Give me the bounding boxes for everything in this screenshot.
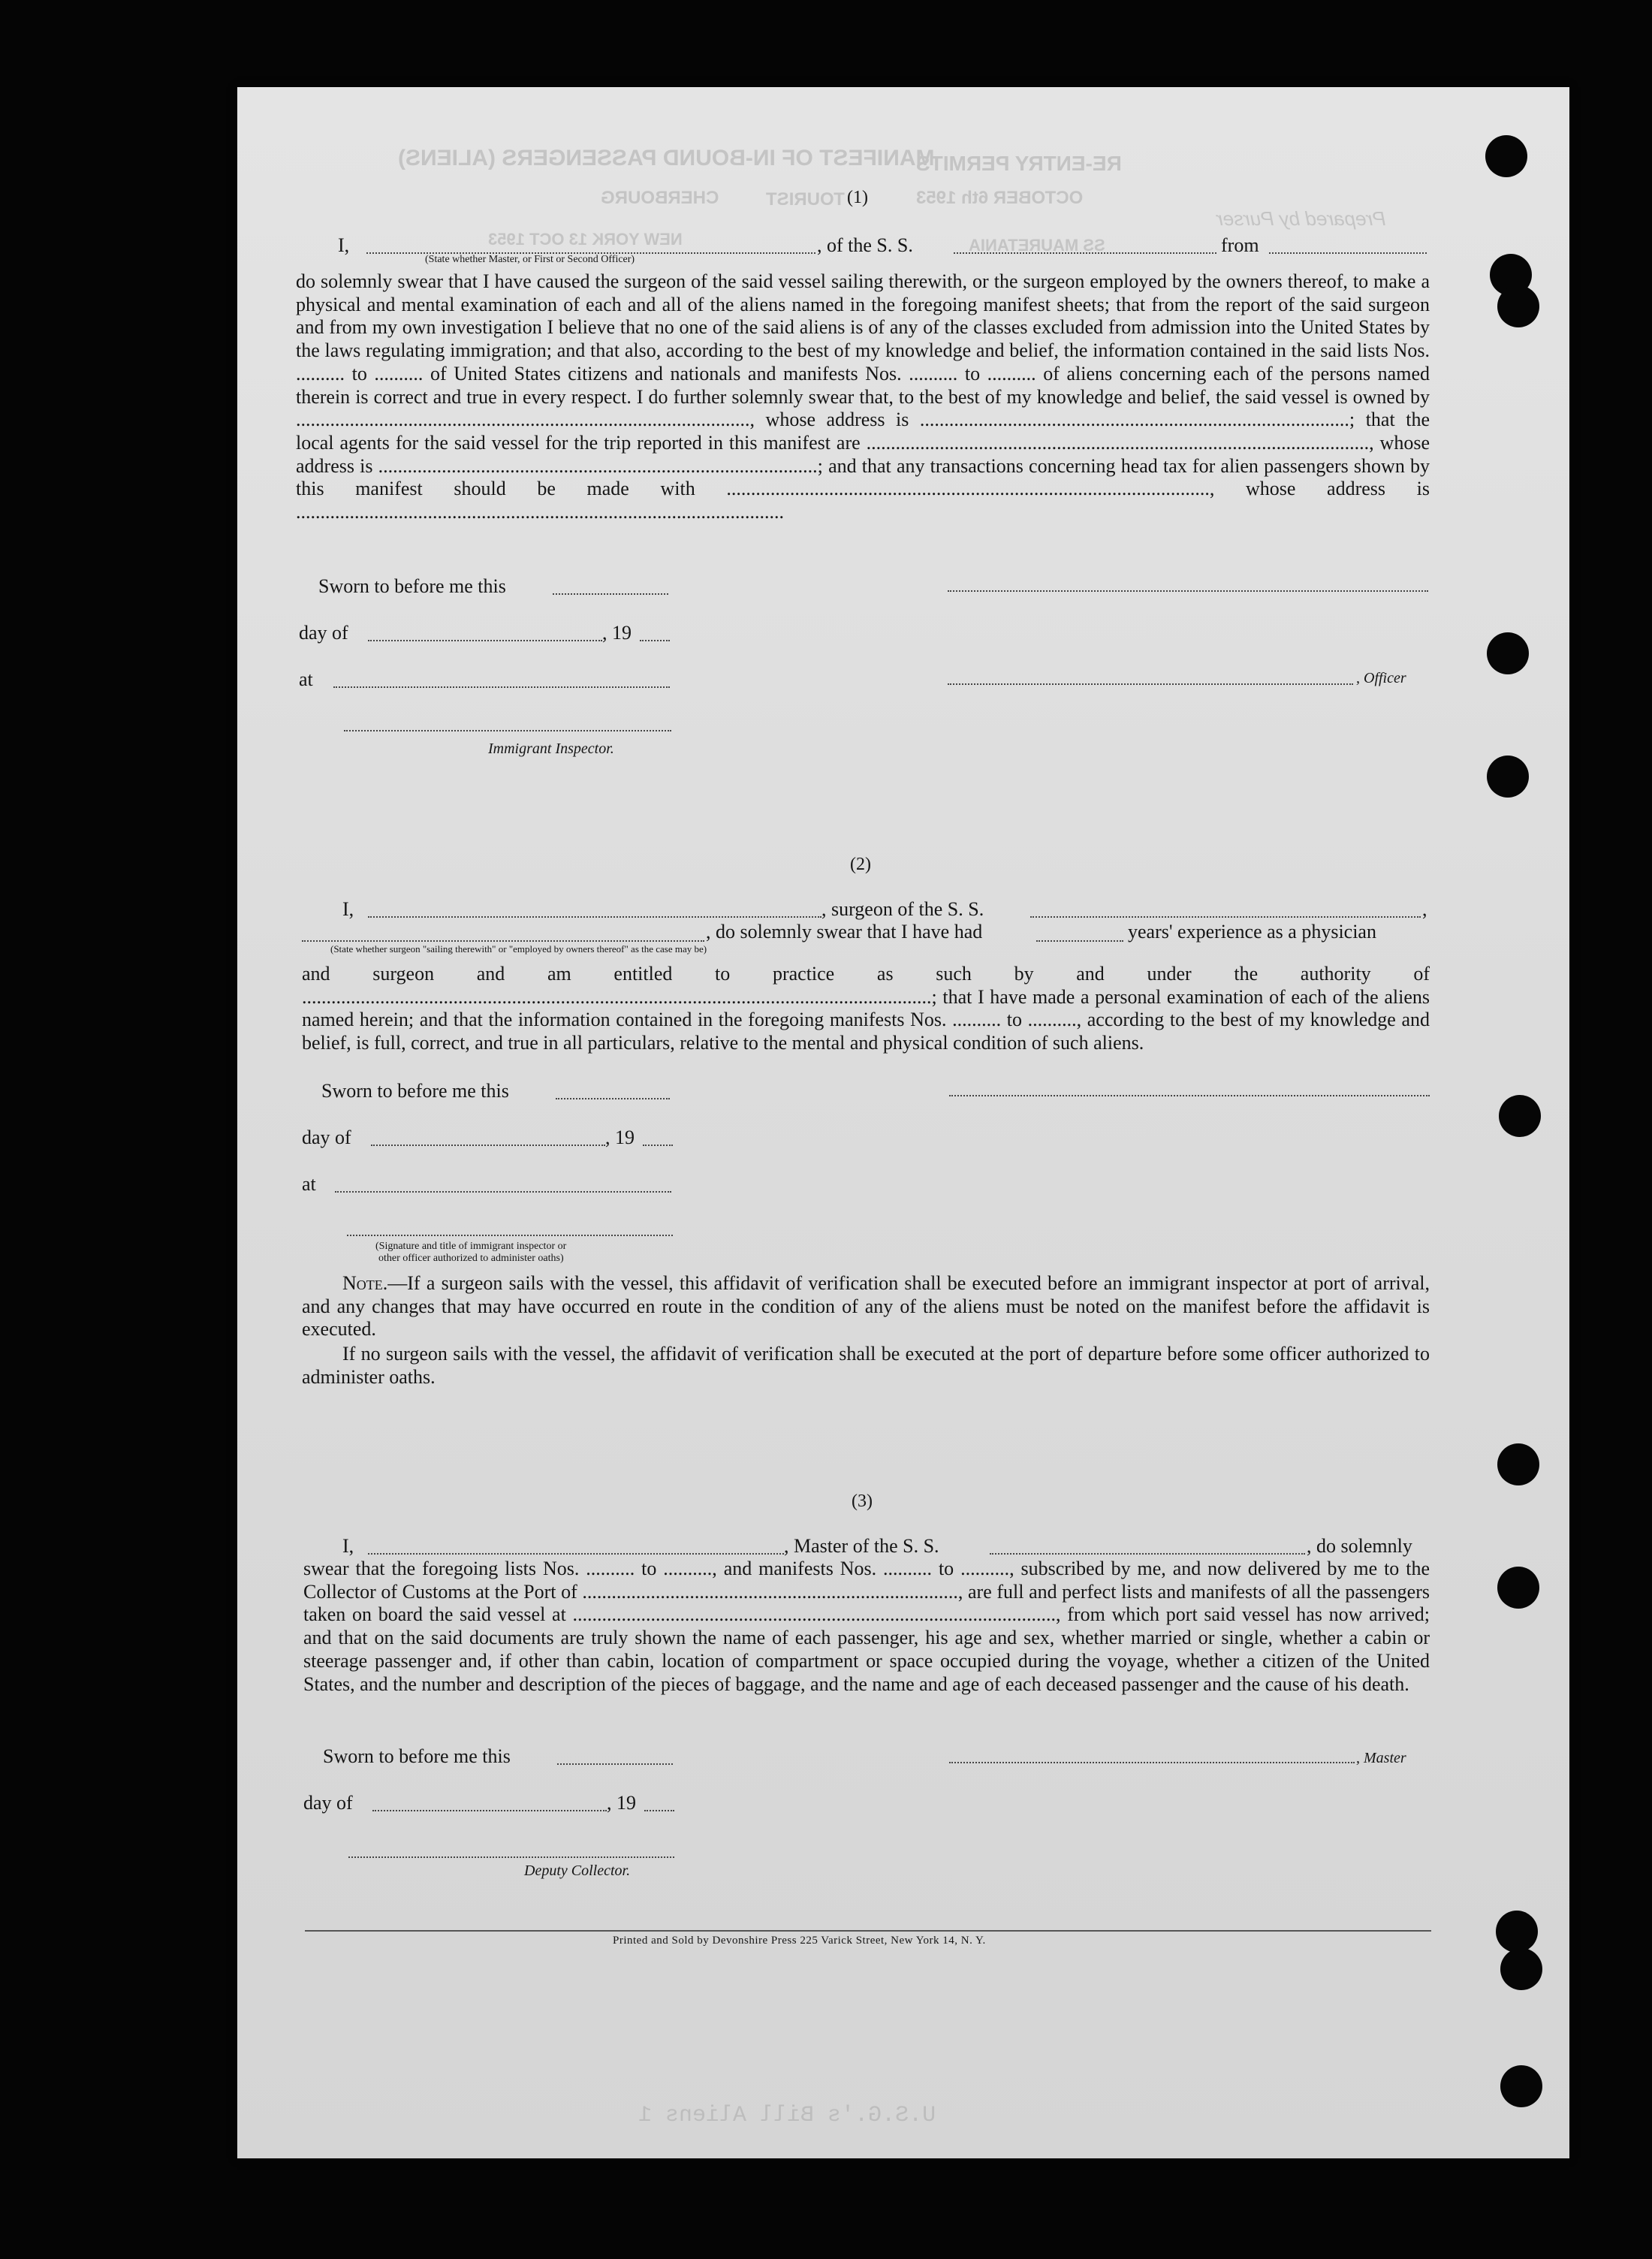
section3-do-solemnly: , do solemnly [1307, 1535, 1412, 1557]
administering-officer-line [347, 1235, 673, 1236]
section1-year: , 19 [602, 622, 632, 644]
note-label: Note. [342, 1272, 388, 1294]
section2-body: and surgeon and am entitled to practice as such by and under the authority of .................................................................................................................................; that I have made a personal examination of each of the aliens named herein; and that the information contained in the foregoing manifests Nos. .......... to .........., according to the best of my knowledge and belief, is full, correct, and true in all particulars, relative to the mental and physical condition of such aliens. [302, 963, 1430, 1054]
section3-year: , 19 [607, 1792, 636, 1814]
section2-year: , 19 [605, 1126, 635, 1148]
vessel-name-line [954, 252, 1216, 254]
section3-master: , Master [1356, 1750, 1406, 1766]
bleed-header-line2: RE-ENTRY PERMITS [916, 152, 1122, 175]
binder-hole [1497, 1567, 1539, 1609]
section1-of-the-ss: , of the S. S. [817, 234, 913, 256]
surgeon-vessel-line [1030, 916, 1421, 918]
section3-vessel-line [990, 1553, 1305, 1555]
port-from-line [1269, 252, 1427, 254]
section3-sworn-date-line [557, 1763, 673, 1765]
section3-master-of: , Master of the S. S. [784, 1535, 939, 1557]
section2-day-of-line [371, 1145, 605, 1146]
section3-number: (3) [852, 1491, 873, 1511]
deputy-collector-line [348, 1856, 674, 1858]
section3-day-of-line [372, 1810, 607, 1811]
bleed-header-line3a: OCTOBER 6th 1953 [916, 188, 1084, 208]
officer-signature-line [948, 590, 1428, 592]
section2-day-of: day of [302, 1126, 351, 1148]
day-of-line [368, 640, 602, 641]
section1-body: do solemnly swear that I have caused the surgeon of the said vessel sailing therewith, or the surgeon employed by the owners thereof, to make a physical and mental examination of each and all of the aliens named in the foregoing manifest sheets; that from the report of the said surgeon and from my own investigation I believe that no one of the said aliens is of any of the classes excluded from admission into the United States by the laws regulating immigration; and that also, according to the best of my knowledge and belief, the information contained in the said lists Nos. .......... to .......... of United States citizens and nationals and manifests Nos. .......... to .......... of aliens concerning each of the persons named therein is correct and true in every respect. I do further solemnly swear that, to the best of my knowledge and belief, the said vessel is owned by ............................................................................................., whose address is ........................................................................................; that the local agents for the said vessel for the trip reported in this manifest are ......................................................................................................., whose address is ..........................................................................................; and that any transactions concerning head tax for alien passengers shown by this manifest should be made with ..................................................................................................., whose address is .................................................................................................... [296, 270, 1430, 523]
section2-note [302, 1272, 1430, 1341]
section3-oath-start: I, [342, 1535, 354, 1557]
section2-sig-caption-1: (Signature and title of immigrant inspector or [375, 1241, 567, 1252]
section1-day-of: day of [299, 622, 348, 644]
binder-hole [1497, 1443, 1539, 1485]
section3-master-name-line [368, 1553, 784, 1555]
section1-from: from [1221, 234, 1259, 256]
section3-day-of: day of [303, 1792, 353, 1814]
years-experience-line [1036, 940, 1123, 942]
binder-hole [1500, 2065, 1542, 2107]
bleed-annotation: Prepared by Purser [1216, 207, 1386, 230]
section3-sworn: Sworn to before me this [323, 1745, 511, 1767]
section1-at: at [299, 668, 313, 690]
binder-hole [1487, 632, 1529, 674]
section2-sworn: Sworn to before me this [321, 1080, 509, 1102]
section2-sworn-date-line [556, 1098, 670, 1099]
section3-deputy: Deputy Collector. [524, 1862, 631, 1879]
binder-hole [1499, 1095, 1541, 1137]
note-text: —If a surgeon sails with the vessel, this affidavit of verification shall be executed before an immigrant inspector at port of arrival, and any changes that may have occurred en route in the condition of any of the aliens must be noted on the manifest before the affidavit is executed. [302, 1272, 1430, 1341]
surgeon-signature-line [949, 1095, 1430, 1096]
footer-printer: Printed and Sold by Devonshire Press 225 Varick Street, New York 14, N. Y. [613, 1935, 986, 1947]
section2-year-line [643, 1145, 673, 1146]
footer-bleed: U.S.G.'s Bill Aliens 1 [638, 2103, 936, 2128]
bleed-header-line3b: CHERBOURG [601, 188, 719, 208]
section1-oath-start: I, [338, 234, 350, 256]
section1-number: (1) [847, 188, 868, 207]
section2-oath-start: I, [342, 898, 354, 920]
bleed-header-line4: SS MAURETANIA [969, 236, 1105, 255]
section2-note-2: If no surgeon sails with the vessel, the affidavit of verification shall be executed at the port of departure before some officer authorized to administer oaths. [302, 1343, 1430, 1388]
section2-at-line [335, 1191, 671, 1193]
section1-sworn: Sworn to before me this [318, 575, 506, 597]
section2-surgeon-of: , surgeon of the S. S. [821, 898, 984, 920]
section3-year-line [644, 1810, 674, 1811]
surgeon-status-line [302, 940, 704, 942]
section2-sig-caption-2: other officer authorized to administer oaths) [378, 1253, 564, 1264]
section1-officer: , Officer [1356, 670, 1406, 686]
inspector-signature-line [344, 730, 671, 731]
section2-at: at [302, 1173, 316, 1195]
section1-inspector: Immigrant Inspector. [488, 740, 614, 757]
year-line [640, 640, 670, 641]
binder-hole [1497, 285, 1539, 327]
section3-body: swear that the foregoing lists Nos. .......... to .........., and manifests Nos. .......... to .........., subscribed by me, and now delivered by me to the Collector of Customs at the Port of ............................................................................., are full and perfect lists and manifests of all the passengers taken on board the said vessel at ..................................................................................................., from which port said vessel has now arrived; and that on the said documents are truly shown the name of each passenger, his age and sex, whether married or single, whether a cabin or steerage passenger and, if other than cabin, location of compartment or space occupied during the voyage, whether a citizen of the United States, and the number and description of the pieces of baggage, and the name and age of each deceased passenger and the cause of his death. [303, 1558, 1430, 1695]
bleed-header-line5: NEW YORK 13 OCT 1953 [488, 230, 683, 249]
master-signature-line [949, 1762, 1355, 1763]
binder-hole [1485, 135, 1527, 177]
binder-hole [1487, 756, 1529, 798]
binder-hole [1500, 1948, 1542, 1990]
at-line [333, 686, 670, 688]
section2-comma: , [1422, 898, 1427, 920]
bleed-header-line3c: TOURIST [766, 189, 845, 210]
surgeon-name-line [368, 916, 821, 918]
binder-hole [1496, 1911, 1538, 1953]
sworn-date-line [553, 593, 668, 595]
section1-caption: (State whether Master, or First or Second Officer) [425, 254, 635, 265]
section2-years: years' experience as a physician [1128, 921, 1376, 943]
section2-caption: (State whether surgeon "sailing therewith" or "employed by owners thereof" as the case may be) [330, 943, 707, 955]
officer-title-line [948, 683, 1353, 685]
bleed-header-line1: MANIFEST OF IN-BOUND PASSENGERS (ALIENS) [398, 146, 935, 170]
section2-do-solemnly: , do solemnly swear that I have had [706, 921, 983, 943]
footer-rule [305, 1930, 1431, 1932]
section2-number: (2) [850, 855, 871, 874]
